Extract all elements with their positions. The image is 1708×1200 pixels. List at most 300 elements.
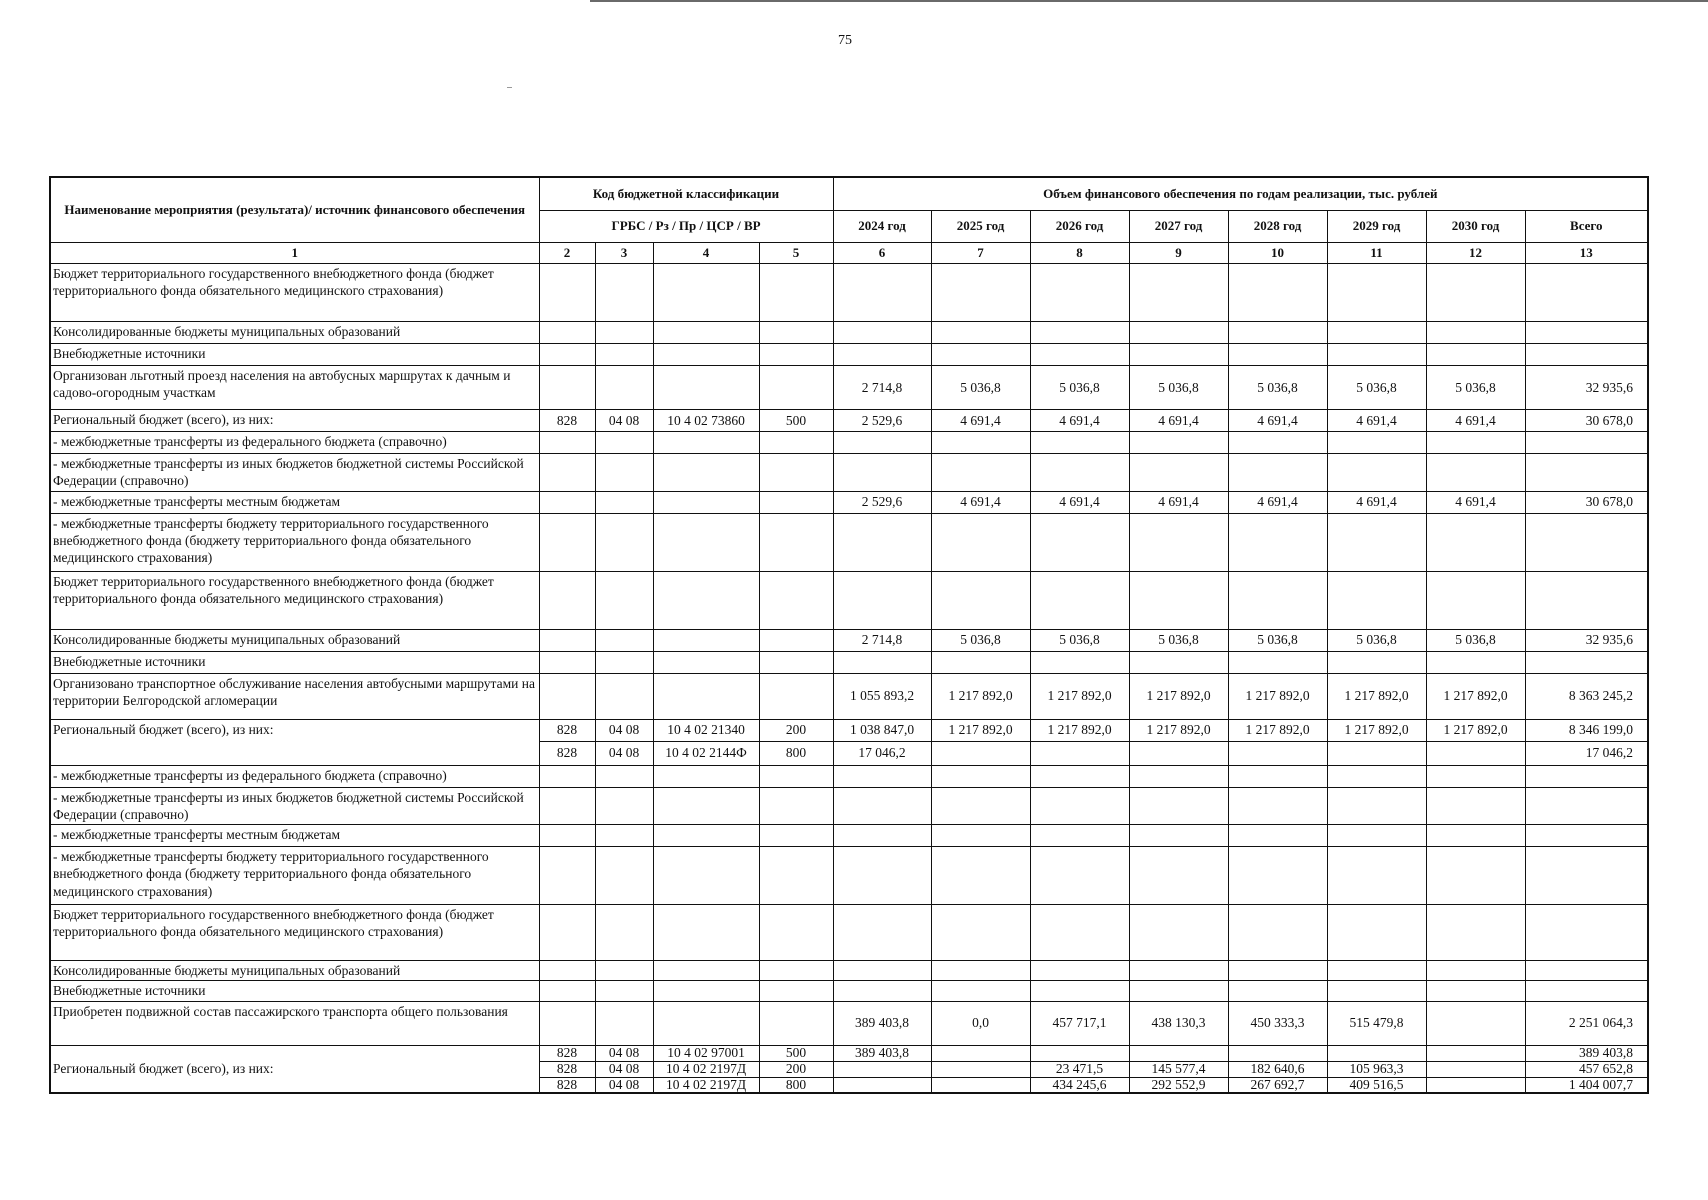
total-value: 457 652,8 bbox=[1525, 1061, 1648, 1077]
year-value bbox=[1228, 651, 1327, 673]
year-value bbox=[931, 981, 1030, 1001]
year-value bbox=[1129, 264, 1228, 322]
total-value bbox=[1525, 825, 1648, 847]
header-year: 2027 год bbox=[1129, 211, 1228, 243]
year-value bbox=[1228, 454, 1327, 492]
year-value: 5 036,8 bbox=[1228, 629, 1327, 651]
year-value bbox=[1426, 651, 1525, 673]
col-number: 8 bbox=[1030, 243, 1129, 264]
year-value bbox=[1228, 432, 1327, 454]
year-value bbox=[931, 961, 1030, 981]
year-value bbox=[1129, 825, 1228, 847]
year-value bbox=[1129, 432, 1228, 454]
year-value bbox=[1327, 981, 1426, 1001]
rz-pr-code bbox=[595, 673, 653, 719]
year-value bbox=[1426, 787, 1525, 825]
total-value: 8 363 245,2 bbox=[1525, 673, 1648, 719]
year-value bbox=[1426, 344, 1525, 366]
vr-code bbox=[759, 825, 833, 847]
year-value: 1 217 892,0 bbox=[931, 719, 1030, 741]
year-value bbox=[1426, 825, 1525, 847]
grbs-code bbox=[539, 571, 595, 629]
table-row bbox=[50, 719, 1648, 741]
year-value: 4 691,4 bbox=[1327, 410, 1426, 432]
col-number: 5 bbox=[759, 243, 833, 264]
year-value bbox=[1327, 344, 1426, 366]
grbs-code: 828 bbox=[539, 741, 595, 765]
year-value bbox=[931, 905, 1030, 961]
year-value bbox=[833, 344, 931, 366]
year-value bbox=[1327, 961, 1426, 981]
total-value: 32 935,6 bbox=[1525, 366, 1648, 410]
csr-code bbox=[653, 847, 759, 905]
year-value bbox=[1129, 765, 1228, 787]
csr-code bbox=[653, 344, 759, 366]
total-value bbox=[1525, 322, 1648, 344]
row-name: Бюджет территориального государственного внебюджетного фонда (бюджет территориального фонда обязательного медицинского страхования) bbox=[50, 905, 539, 961]
year-value bbox=[1129, 905, 1228, 961]
year-value bbox=[1426, 432, 1525, 454]
rz-pr-code bbox=[595, 366, 653, 410]
year-value: 5 036,8 bbox=[1030, 629, 1129, 651]
year-value bbox=[1228, 322, 1327, 344]
year-value bbox=[931, 847, 1030, 905]
table-row bbox=[50, 765, 1648, 787]
total-value: 1 404 007,7 bbox=[1525, 1077, 1648, 1093]
csr-code bbox=[653, 491, 759, 513]
total-value bbox=[1525, 787, 1648, 825]
year-value bbox=[1327, 825, 1426, 847]
year-value bbox=[833, 651, 931, 673]
year-value bbox=[1228, 825, 1327, 847]
year-value: 2 714,8 bbox=[833, 366, 931, 410]
year-value bbox=[833, 825, 931, 847]
year-value bbox=[1030, 322, 1129, 344]
year-value: 1 217 892,0 bbox=[1129, 719, 1228, 741]
vr-code bbox=[759, 264, 833, 322]
col-number: 9 bbox=[1129, 243, 1228, 264]
year-value bbox=[833, 432, 931, 454]
table-row bbox=[50, 264, 1648, 322]
table-row bbox=[50, 629, 1648, 651]
col-number: 10 bbox=[1228, 243, 1327, 264]
year-value bbox=[1426, 905, 1525, 961]
total-value: 2 251 064,3 bbox=[1525, 1001, 1648, 1045]
header-total: Всего bbox=[1525, 211, 1648, 243]
year-value bbox=[1327, 513, 1426, 571]
vr-code bbox=[759, 847, 833, 905]
row-name: - межбюджетные трансферты местным бюджетам bbox=[50, 491, 539, 513]
rz-pr-code bbox=[595, 513, 653, 571]
vr-code bbox=[759, 981, 833, 1001]
year-value bbox=[833, 847, 931, 905]
year-value: 4 691,4 bbox=[1030, 410, 1129, 432]
year-value: 267 692,7 bbox=[1228, 1077, 1327, 1093]
table-row bbox=[50, 491, 1648, 513]
header-volume-group: Объем финансового обеспечения по годам реализации, тыс. рублей bbox=[833, 177, 1648, 211]
year-value bbox=[1327, 787, 1426, 825]
rz-pr-code bbox=[595, 629, 653, 651]
year-value bbox=[1327, 322, 1426, 344]
year-value bbox=[1228, 513, 1327, 571]
csr-code bbox=[653, 825, 759, 847]
year-value bbox=[1327, 264, 1426, 322]
csr-code: 10 4 02 21340 bbox=[653, 719, 759, 741]
year-value bbox=[1228, 571, 1327, 629]
col-number: 7 bbox=[931, 243, 1030, 264]
total-value bbox=[1525, 847, 1648, 905]
vr-code bbox=[759, 491, 833, 513]
total-value: 30 678,0 bbox=[1525, 491, 1648, 513]
year-value: 4 691,4 bbox=[1426, 410, 1525, 432]
column-number-row bbox=[50, 243, 1648, 264]
year-value bbox=[1228, 741, 1327, 765]
grbs-code: 828 bbox=[539, 719, 595, 741]
year-value bbox=[1228, 905, 1327, 961]
vr-code bbox=[759, 1001, 833, 1045]
year-value bbox=[1228, 787, 1327, 825]
year-value: 145 577,4 bbox=[1129, 1061, 1228, 1077]
csr-code: 10 4 02 73860 bbox=[653, 410, 759, 432]
vr-code bbox=[759, 454, 833, 492]
year-value bbox=[931, 741, 1030, 765]
year-value bbox=[1327, 765, 1426, 787]
rz-pr-code bbox=[595, 651, 653, 673]
table-row bbox=[50, 905, 1648, 961]
csr-code: 10 4 02 2197Д bbox=[653, 1061, 759, 1077]
table-row bbox=[50, 787, 1648, 825]
csr-code bbox=[653, 1001, 759, 1045]
col-number: 3 bbox=[595, 243, 653, 264]
csr-code bbox=[653, 432, 759, 454]
rz-pr-code bbox=[595, 432, 653, 454]
year-value: 4 691,4 bbox=[931, 410, 1030, 432]
year-value bbox=[1327, 432, 1426, 454]
year-value bbox=[1030, 1045, 1129, 1061]
row-name: - межбюджетные трансферты бюджету территориального государственного внебюджетного фонда (бюджету территориального фонда обязательного медицинского страхования) bbox=[50, 847, 539, 905]
year-value bbox=[931, 1077, 1030, 1093]
rz-pr-code bbox=[595, 454, 653, 492]
grbs-code: 828 bbox=[539, 1045, 595, 1061]
csr-code bbox=[653, 513, 759, 571]
year-value bbox=[931, 344, 1030, 366]
csr-code bbox=[653, 571, 759, 629]
year-value: 105 963,3 bbox=[1327, 1061, 1426, 1077]
table-row bbox=[50, 651, 1648, 673]
year-value: 434 245,6 bbox=[1030, 1077, 1129, 1093]
year-value: 1 217 892,0 bbox=[1426, 673, 1525, 719]
year-value: 1 217 892,0 bbox=[1129, 673, 1228, 719]
row-name: Консолидированные бюджеты муниципальных образований bbox=[50, 961, 539, 981]
year-value bbox=[1129, 1045, 1228, 1061]
rz-pr-code bbox=[595, 322, 653, 344]
year-value bbox=[1030, 825, 1129, 847]
csr-code bbox=[653, 322, 759, 344]
year-value: 1 055 893,2 bbox=[833, 673, 931, 719]
table-row bbox=[50, 1045, 1648, 1061]
year-value bbox=[833, 571, 931, 629]
rz-pr-code bbox=[595, 787, 653, 825]
grbs-code bbox=[539, 825, 595, 847]
csr-code bbox=[653, 454, 759, 492]
year-value: 4 691,4 bbox=[1129, 491, 1228, 513]
rz-pr-code: 04 08 bbox=[595, 1045, 653, 1061]
year-value: 5 036,8 bbox=[1129, 629, 1228, 651]
year-value: 5 036,8 bbox=[1426, 629, 1525, 651]
csr-code bbox=[653, 981, 759, 1001]
year-value bbox=[1030, 847, 1129, 905]
rz-pr-code: 04 08 bbox=[595, 719, 653, 741]
csr-code bbox=[653, 765, 759, 787]
table-row bbox=[50, 1001, 1648, 1045]
vr-code: 500 bbox=[759, 410, 833, 432]
year-value bbox=[931, 264, 1030, 322]
row-name: Консолидированные бюджеты муниципальных образований bbox=[50, 322, 539, 344]
rz-pr-code: 04 08 bbox=[595, 1061, 653, 1077]
year-value bbox=[1426, 571, 1525, 629]
year-value bbox=[931, 765, 1030, 787]
total-value bbox=[1525, 961, 1648, 981]
year-value: 182 640,6 bbox=[1228, 1061, 1327, 1077]
rz-pr-code bbox=[595, 1001, 653, 1045]
year-value bbox=[1129, 741, 1228, 765]
year-value bbox=[1228, 344, 1327, 366]
year-value: 515 479,8 bbox=[1327, 1001, 1426, 1045]
year-value bbox=[1327, 905, 1426, 961]
total-value bbox=[1525, 905, 1648, 961]
year-value bbox=[1228, 981, 1327, 1001]
header-year: 2025 год bbox=[931, 211, 1030, 243]
grbs-code bbox=[539, 264, 595, 322]
year-value bbox=[833, 905, 931, 961]
row-name: - межбюджетные трансферты из федерального бюджета (справочно) bbox=[50, 432, 539, 454]
year-value bbox=[1129, 454, 1228, 492]
year-value: 5 036,8 bbox=[1327, 366, 1426, 410]
grbs-code: 828 bbox=[539, 1061, 595, 1077]
vr-code bbox=[759, 961, 833, 981]
header-name-col: Наименование мероприятия (результата)/ источник финансового обеспечения bbox=[50, 177, 539, 243]
col-number: 11 bbox=[1327, 243, 1426, 264]
scan-speck bbox=[507, 87, 512, 88]
grbs-code bbox=[539, 629, 595, 651]
col-number: 1 bbox=[50, 243, 539, 264]
top-rule bbox=[590, 0, 1708, 2]
year-value: 2 529,6 bbox=[833, 491, 931, 513]
row-name: Организован льготный проезд населения на автобусных маршрутах к дачным и садово-огородным участкам bbox=[50, 366, 539, 410]
table-row bbox=[50, 825, 1648, 847]
csr-code bbox=[653, 651, 759, 673]
year-value bbox=[1426, 1077, 1525, 1093]
year-value: 1 217 892,0 bbox=[1030, 719, 1129, 741]
year-value bbox=[1030, 513, 1129, 571]
total-value bbox=[1525, 344, 1648, 366]
grbs-code bbox=[539, 651, 595, 673]
vr-code bbox=[759, 787, 833, 825]
vr-code bbox=[759, 322, 833, 344]
csr-code bbox=[653, 366, 759, 410]
csr-code bbox=[653, 264, 759, 322]
table-row bbox=[50, 344, 1648, 366]
year-value bbox=[833, 787, 931, 825]
csr-code: 10 4 02 2144Ф bbox=[653, 741, 759, 765]
total-value: 389 403,8 bbox=[1525, 1045, 1648, 1061]
header-code-sub: ГРБС / Рз / Пр / ЦСР / ВР bbox=[539, 211, 833, 243]
vr-code bbox=[759, 513, 833, 571]
year-value bbox=[833, 981, 931, 1001]
year-value bbox=[1426, 981, 1525, 1001]
table-row bbox=[50, 454, 1648, 492]
year-value: 2 714,8 bbox=[833, 629, 931, 651]
table-row bbox=[50, 513, 1648, 571]
year-value bbox=[1426, 961, 1525, 981]
rz-pr-code: 04 08 bbox=[595, 410, 653, 432]
year-value bbox=[931, 571, 1030, 629]
vr-code: 200 bbox=[759, 719, 833, 741]
year-value bbox=[1228, 1045, 1327, 1061]
header-row bbox=[50, 177, 1648, 211]
vr-code bbox=[759, 673, 833, 719]
csr-code bbox=[653, 629, 759, 651]
year-value bbox=[833, 765, 931, 787]
year-value bbox=[833, 1061, 931, 1077]
year-value bbox=[1327, 454, 1426, 492]
rz-pr-code bbox=[595, 344, 653, 366]
year-value bbox=[1426, 1001, 1525, 1045]
header-year: 2024 год bbox=[833, 211, 931, 243]
row-name: Внебюджетные источники bbox=[50, 344, 539, 366]
year-value bbox=[1426, 847, 1525, 905]
vr-code bbox=[759, 432, 833, 454]
grbs-code bbox=[539, 344, 595, 366]
vr-code bbox=[759, 905, 833, 961]
row-name: - межбюджетные трансферты из федерального бюджета (справочно) bbox=[50, 765, 539, 787]
grbs-code bbox=[539, 905, 595, 961]
header-year: 2029 год bbox=[1327, 211, 1426, 243]
grbs-code bbox=[539, 847, 595, 905]
year-value: 4 691,4 bbox=[1228, 491, 1327, 513]
year-value bbox=[1030, 432, 1129, 454]
year-value: 1 217 892,0 bbox=[1228, 719, 1327, 741]
vr-code: 500 bbox=[759, 1045, 833, 1061]
year-value: 1 217 892,0 bbox=[1030, 673, 1129, 719]
year-value bbox=[1426, 264, 1525, 322]
total-value bbox=[1525, 454, 1648, 492]
grbs-code bbox=[539, 513, 595, 571]
year-value: 5 036,8 bbox=[931, 366, 1030, 410]
row-name: Внебюджетные источники bbox=[50, 981, 539, 1001]
year-value bbox=[931, 454, 1030, 492]
year-value: 5 036,8 bbox=[1327, 629, 1426, 651]
year-value: 5 036,8 bbox=[1426, 366, 1525, 410]
table-row bbox=[50, 366, 1648, 410]
year-value: 1 217 892,0 bbox=[1228, 673, 1327, 719]
row-name: - межбюджетные трансферты местным бюджетам bbox=[50, 825, 539, 847]
year-value: 4 691,4 bbox=[1129, 410, 1228, 432]
year-value bbox=[1426, 1045, 1525, 1061]
grbs-code bbox=[539, 322, 595, 344]
table-row bbox=[50, 410, 1648, 432]
rz-pr-code bbox=[595, 961, 653, 981]
year-value bbox=[931, 513, 1030, 571]
year-value bbox=[1327, 741, 1426, 765]
year-value: 1 217 892,0 bbox=[1327, 673, 1426, 719]
year-value bbox=[833, 961, 931, 981]
grbs-code: 828 bbox=[539, 410, 595, 432]
csr-code: 10 4 02 2197Д bbox=[653, 1077, 759, 1093]
col-number: 6 bbox=[833, 243, 931, 264]
year-value bbox=[1030, 264, 1129, 322]
row-name: Организовано транспортное обслуживание населения автобусными маршрутами на территории Белгородской агломерации bbox=[50, 673, 539, 719]
year-value bbox=[833, 513, 931, 571]
budget-table bbox=[49, 176, 1649, 1094]
year-value bbox=[1129, 651, 1228, 673]
year-value bbox=[931, 1061, 1030, 1077]
year-value bbox=[1327, 651, 1426, 673]
year-value bbox=[833, 1077, 931, 1093]
vr-code bbox=[759, 629, 833, 651]
year-value bbox=[931, 651, 1030, 673]
year-value bbox=[833, 322, 931, 344]
grbs-code bbox=[539, 765, 595, 787]
row-name: - межбюджетные трансферты из иных бюджетов бюджетной системы Российской Федерации (справочно) bbox=[50, 787, 539, 825]
year-value bbox=[1129, 847, 1228, 905]
year-value bbox=[1030, 454, 1129, 492]
year-value bbox=[1129, 571, 1228, 629]
table-row bbox=[50, 571, 1648, 629]
year-value: 4 691,4 bbox=[931, 491, 1030, 513]
table-row bbox=[50, 322, 1648, 344]
year-value bbox=[1030, 765, 1129, 787]
year-value bbox=[1228, 765, 1327, 787]
csr-code bbox=[653, 961, 759, 981]
year-value bbox=[833, 264, 931, 322]
year-value bbox=[1129, 981, 1228, 1001]
year-value: 4 691,4 bbox=[1030, 491, 1129, 513]
grbs-code bbox=[539, 787, 595, 825]
csr-code: 10 4 02 97001 bbox=[653, 1045, 759, 1061]
rz-pr-code bbox=[595, 847, 653, 905]
total-value bbox=[1525, 571, 1648, 629]
year-value: 457 717,1 bbox=[1030, 1001, 1129, 1045]
vr-code bbox=[759, 651, 833, 673]
year-value: 389 403,8 bbox=[833, 1045, 931, 1061]
year-value bbox=[1426, 513, 1525, 571]
year-value bbox=[1228, 961, 1327, 981]
header-year: 2030 год bbox=[1426, 211, 1525, 243]
year-value bbox=[1030, 905, 1129, 961]
rz-pr-code bbox=[595, 491, 653, 513]
year-value: 1 038 847,0 bbox=[833, 719, 931, 741]
grbs-code bbox=[539, 454, 595, 492]
year-value bbox=[1030, 981, 1129, 1001]
row-name: Региональный бюджет (всего), из них: bbox=[50, 1045, 539, 1093]
vr-code bbox=[759, 344, 833, 366]
rz-pr-code bbox=[595, 264, 653, 322]
year-value bbox=[1426, 322, 1525, 344]
year-value bbox=[931, 322, 1030, 344]
total-value: 30 678,0 bbox=[1525, 410, 1648, 432]
year-value bbox=[1327, 571, 1426, 629]
year-value bbox=[1426, 741, 1525, 765]
year-value: 4 691,4 bbox=[1228, 410, 1327, 432]
year-value: 438 130,3 bbox=[1129, 1001, 1228, 1045]
header-year: 2028 год bbox=[1228, 211, 1327, 243]
row-name: Региональный бюджет (всего), из них: bbox=[50, 719, 539, 765]
row-name: Бюджет территориального государственного внебюджетного фонда (бюджет территориального фонда обязательного медицинского страхования) bbox=[50, 571, 539, 629]
total-value bbox=[1525, 651, 1648, 673]
year-value bbox=[931, 825, 1030, 847]
table-row bbox=[50, 432, 1648, 454]
